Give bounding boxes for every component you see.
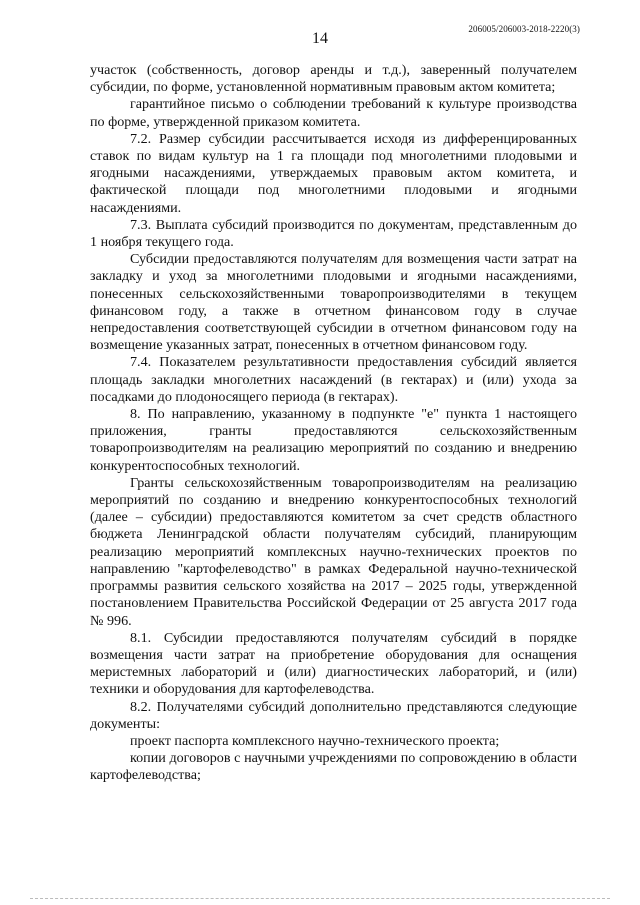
paragraph: гарантийное письмо о соблюдении требований к культуре производства по форме, утвержденной приказом комитета. [90,96,577,130]
document-code: 206005/206003-2018-2220(3) [468,24,580,34]
document-body [90,62,577,785]
paragraph-7-2: 7.2. Размер субсидии рассчитывается исходя из дифференцированных ставок по видам культур на 1 га площади под многолетними плодовыми и ягодными насаждениями, утверждаемых правовым актом комитета, и фактической площади под многолетними плодовыми и ягодными насаждениями. [90,130,577,216]
paragraph-7-4: 7.4. Показателем результативности предоставления субсидий является площадь закладки многолетних насаждений (в гектарах) и (или) ухода за посадками до плодоносящего периода (в гектарах). [90,354,577,405]
page-number: 14 [312,30,328,47]
paragraph-continuation: участок (собственность, договор аренды и т.д.), заверенный получателем субсидии, по форме, установленной нормативным правовым актом комитета; [90,62,577,96]
paragraph-8: 8. По направлению, указанному в подпункте "е" пункта 1 настоящего приложения, гранты предоставляются сельскохозяйственным товаропроизводителям на реализацию мероприятий по созданию и внедрению конкурентоспособных технологий. [90,406,577,474]
scan-edge-line [30,898,610,899]
list-item: копии договоров с научными учреждениями по сопровождению в области картофелеводства; [90,750,577,784]
paragraph-8-2: 8.2. Получателями субсидий дополнительно представляются следующие документы: [90,698,577,732]
list-item: проект паспорта комплексного научно-технического проекта; [130,732,500,749]
paragraph-7-3: 7.3. Выплата субсидий производится по документам, представленным до 1 ноября текущего года. [90,216,577,251]
paragraph: Гранты сельскохозяйственным товаропроизводителям на реализацию мероприятий по созданию и внедрению конкурентоспособных технологий (далее – субсидии) предоставляются комитетом за счет средств областного бюджета Ленинградской области получателям субсидий, планирующим реализацию мероприятий комплексных научно-технических проектов по направлению "картофелеводство" в рамках Федеральной научно-технической программы развития сельского хозяйства на 2017 – 2025 годы, утвержденной постановлением Правительства Российской Федерации от 25 августа 2017 года № 996. [90,474,577,629]
paragraph-8-1: 8.1. Субсидии предоставляются получателям субсидий в порядке возмещения части затрат на приобретение оборудования для оснащения меристемных лабораторий и (или) диагностических лабораторий, и (или) техники и оборудования для картофелеводства. [90,629,577,698]
paragraph: Субсидии предоставляются получателям для возмещения части затрат на закладку и уход за многолетними плодовыми и ягодными насаждениями, понесенных сельскохозяйственными товаропроизводителями в текущем финансовом году, а также в отчетном финансовом году в случае непредоставления соответствующей субсидии в отчетном финансовом году на возмещение указанных затрат, понесенных в отчетном финансовом году. [90,251,577,354]
